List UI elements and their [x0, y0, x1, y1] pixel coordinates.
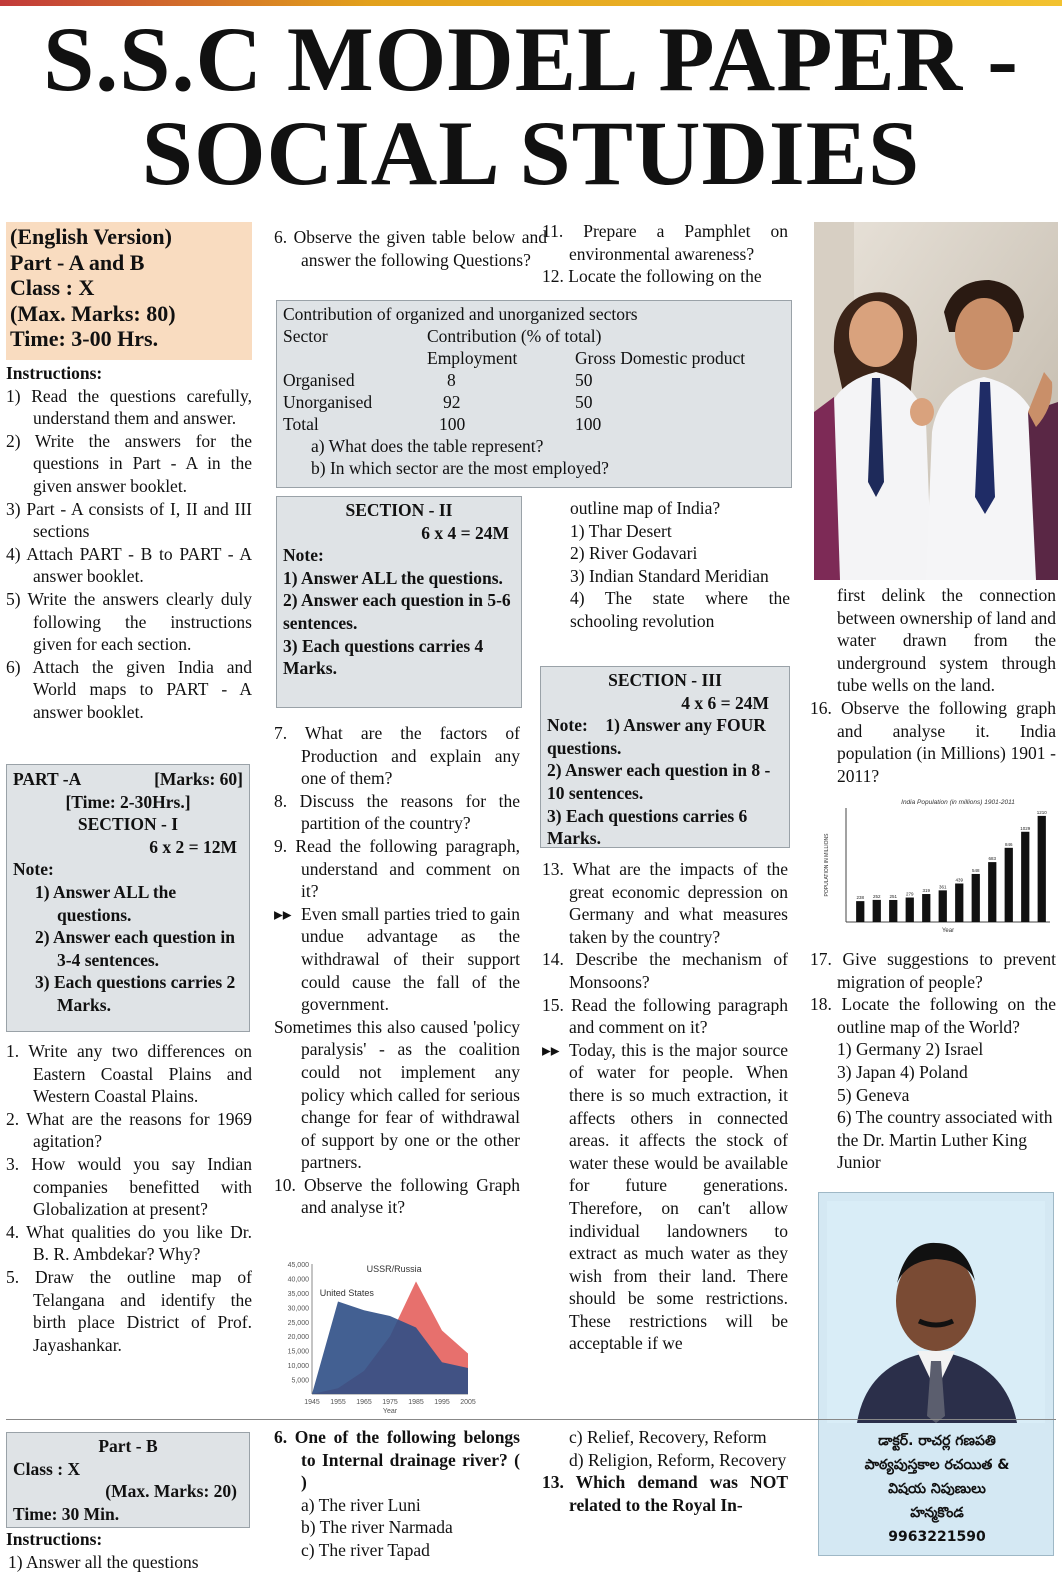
section1-scheme: 6 x 2 = 12M	[149, 836, 237, 857]
instruction-item: 4) Attach PART - B to PART - A answer booklet.	[6, 543, 252, 587]
author-role: పాఠ్యపుస్తకాల రచయిత &	[864, 1457, 1010, 1473]
table-cell: Total	[283, 414, 319, 434]
q18-items	[810, 1038, 1056, 1174]
author-phone: 9963221590	[888, 1529, 986, 1545]
note-item: 2) Answer each question in 5-6 sentences.	[283, 590, 511, 633]
question-18: 18. Locate the following on the outline map of the World?	[810, 994, 1056, 1037]
y-tick-label: 15,000	[287, 1348, 309, 1356]
part-a-label: PART -A	[13, 769, 82, 789]
bar	[972, 874, 980, 922]
part-b-time: Time: 30 Min.	[13, 1503, 120, 1524]
part-b-label: Part - B	[98, 1436, 158, 1456]
note-item: 1) Answer ALL the questions.	[283, 567, 503, 588]
part-a-marks: [Marks: 60]	[154, 769, 243, 789]
data-label: 846	[1004, 841, 1013, 847]
data-label: 1210	[1036, 809, 1047, 815]
y-tick-label: 5,000	[291, 1377, 309, 1385]
x-axis-label: Year	[941, 928, 955, 934]
x-tick-label: 1995	[434, 1399, 450, 1406]
data-label: 252	[872, 893, 881, 899]
bar	[939, 890, 947, 922]
question-15: 15. Read the following paragraph and comment on it?	[542, 994, 788, 1038]
data-label: 548	[971, 867, 980, 873]
question-7: 7. What are the factors of Production and explain any one of them?	[274, 723, 520, 789]
table-header-sector: Sector	[283, 326, 328, 346]
question-12: 12. Locate the following on the	[542, 266, 762, 287]
x-tick-label: 1965	[356, 1399, 372, 1406]
option: c) Relief, Recovery, Reform	[569, 1427, 767, 1447]
question-9-paragraph-cont: Sometimes this also caused 'policy paralysis' - as the coalition could not implement any policy which called for serious change for fear of withdrawal of support by one or the other partners.	[274, 1016, 520, 1173]
section3-title: SECTION - III	[608, 670, 722, 690]
paragraph-text: Even small parties tried to gain undue advantage as the withdrawal of their support could cause the fall of the government.	[301, 903, 520, 1015]
table-cell: 50	[575, 370, 593, 390]
data-label: 251	[889, 893, 898, 899]
section1-notes	[13, 881, 243, 1017]
part-b-marks: (Max. Marks: 20)	[105, 1481, 237, 1502]
part-b-column3	[542, 1426, 788, 1516]
q12-intro: outline map of India?	[570, 498, 721, 518]
question-15-paragraph	[542, 1039, 788, 1355]
part-a-box	[6, 764, 250, 1032]
x-axis-label: Year	[382, 1408, 398, 1415]
table-cell: 92	[443, 392, 461, 412]
y-axis-label: POPULATION IN MILLIONS	[824, 833, 830, 897]
chart-title: India Population (in millions) 1901-2011	[901, 799, 1015, 806]
bar	[1038, 816, 1046, 922]
instructions-heading: Instructions:	[6, 1529, 103, 1549]
data-label: 279	[905, 891, 914, 897]
map-item: 3) Indian Standard Meridian	[570, 565, 769, 586]
table-row	[283, 369, 785, 391]
question-14: 14. Describe the mechanism of Monsoons?	[542, 949, 788, 992]
q15-paragraph-cont: first delink the connection between ownership of land and water drawn from the underground system through tube wells on the land.	[837, 585, 1056, 696]
y-tick-label: 20,000	[287, 1334, 309, 1342]
section3-questions	[542, 858, 788, 1355]
y-tick-label: 30,000	[287, 1305, 309, 1313]
bar	[873, 900, 881, 922]
author-details	[819, 1429, 1055, 1549]
table-cell: 50	[575, 392, 593, 412]
sector-table-box	[276, 300, 792, 488]
question-6: 6. Observe the given table below and answer the following Questions?	[274, 227, 547, 270]
section3-box	[540, 666, 790, 848]
questions-11-12	[542, 220, 788, 288]
section3-note-line	[547, 714, 783, 759]
table-row	[283, 413, 785, 435]
question-9: 9. Read the following paragraph, understand and comment on it?	[274, 835, 520, 902]
table-cell: 8	[447, 370, 456, 390]
header-line: Class : X	[10, 275, 95, 300]
instruction-item: 3) Part - A consists of I, II and III sections	[6, 498, 252, 542]
option: d) Religion, Reform, Recovery	[569, 1449, 787, 1470]
question-9-paragraph	[274, 903, 520, 1016]
part-b-question-6	[274, 1426, 520, 1562]
section1-title: SECTION - I	[77, 814, 179, 835]
note-label: Note:	[283, 545, 324, 566]
question-13: 13. What are the impacts of the great economic depression on Germany and what measures taken by the country?	[542, 859, 788, 947]
bar	[1005, 848, 1013, 922]
part-b-box	[6, 1432, 250, 1528]
page-title: S.S.C MODEL PAPER - SOCIAL STUDIES	[43, 8, 1019, 204]
series-label: United States	[319, 1287, 374, 1298]
question: 6. One of the following belongs to Internal drainage river? ( )	[274, 1427, 520, 1493]
section2-box	[276, 496, 522, 708]
x-tick-label: 1985	[408, 1399, 424, 1406]
arrow-bullet-icon: ▸▸	[542, 1039, 560, 1060]
y-tick-label: 45,000	[287, 1262, 309, 1269]
population-bar-chart	[818, 796, 1056, 934]
map-item: 1) Germany 2) Israel	[837, 1039, 984, 1060]
map-item: 5) Geneva	[837, 1084, 910, 1105]
note-item: 1) Answer ALL the questions.	[35, 881, 177, 925]
table-question-a: a) What does the table represent?	[311, 436, 544, 456]
note-label: Note:	[547, 715, 588, 736]
instruction-item: 1) Answer all the questions	[8, 1551, 199, 1572]
author-place: హన్మకొండ	[910, 1505, 964, 1521]
instructions-heading: Instructions:	[6, 363, 103, 383]
option: a) The river Luni	[301, 1494, 421, 1515]
bar	[889, 900, 897, 922]
area-chart	[276, 1254, 476, 1416]
note-label: Note:	[13, 859, 54, 880]
table-cell: 100	[575, 414, 602, 434]
table-cell: Unorganised	[283, 392, 373, 412]
data-label: 683	[988, 856, 997, 862]
map-item: 4) The state where the schooling revolution	[570, 588, 790, 631]
header-line: Part - A and B	[10, 249, 145, 275]
column4-text	[810, 584, 1056, 787]
table-row	[283, 391, 785, 413]
data-label: 439	[955, 877, 964, 883]
header-line: (Max. Marks: 80)	[10, 300, 176, 326]
bar	[955, 884, 963, 922]
note-item: 2) Answer each question in 3-4 sentences.	[35, 927, 235, 970]
question: 5. Draw the outline map of Telangana and identify the birth place District of Prof. Jayashankar.	[6, 1266, 252, 1355]
sector-table	[283, 325, 785, 435]
section2-title: SECTION - II	[345, 500, 453, 520]
map-item: 2) River Godavari	[570, 543, 698, 564]
x-tick-label: 1975	[382, 1399, 398, 1406]
question-16: 16. Observe the following graph and analyse it. India population (in Millions) 1901 - 2011?	[810, 697, 1056, 786]
question: 1. Write any two differences on Eastern Coastal Plains and Western Coastal Plains.	[6, 1041, 252, 1107]
x-tick-label: 1955	[330, 1399, 346, 1406]
part-b-class: Class : X	[13, 1458, 81, 1479]
instructions	[6, 362, 252, 724]
instruction-item: 1) Read the questions carefully, understand them and answer.	[6, 385, 252, 429]
author-role: విషయ నిపుణులు	[888, 1481, 986, 1497]
option: b) The river Narmada	[301, 1517, 453, 1538]
q12-continued	[570, 497, 790, 633]
header-line: Time: 3-00 Hrs.	[10, 326, 159, 351]
column4-lower	[810, 948, 1056, 1174]
note-item: 2) Answer each question in 8 - 10 sentences.	[547, 760, 771, 803]
author-photo	[827, 1201, 1045, 1423]
section1-questions	[6, 1040, 252, 1356]
map-item: 6) The country associated with the Dr. Martin Luther King Junior	[837, 1107, 1053, 1173]
question: 3. How would you say Indian companies benefitted with Globalization at present?	[6, 1153, 252, 1220]
y-tick-label: 35,000	[287, 1290, 309, 1298]
y-tick-label: 40,000	[287, 1276, 309, 1284]
table-cell: Organised	[283, 370, 355, 390]
question-11: 11. Prepare a Pamphlet on environmental awareness?	[542, 221, 788, 264]
instruction-item: 6) Attach the given India and World maps to PART - A answer booklet.	[6, 656, 252, 722]
data-label: 319	[922, 888, 931, 894]
table-header-employment: Employment	[427, 348, 518, 368]
y-tick-label: 25,000	[287, 1319, 309, 1327]
section2-scheme: 6 x 4 = 24M	[421, 522, 509, 543]
note-item: 3) Each questions carries 4 Marks.	[283, 635, 484, 679]
question: 4. What qualities do you like Dr. B. R. Ambdekar? Why?	[6, 1221, 252, 1265]
question-8: 8. Discuss the reasons for the partition of the country?	[274, 790, 520, 834]
data-label: 361	[938, 884, 947, 890]
data-label: 1029	[1020, 825, 1031, 831]
paper-header-box	[6, 222, 252, 360]
instruction-item: 5) Write the answers clearly duly following the instructions given for each section.	[6, 588, 252, 655]
bar	[988, 862, 996, 922]
map-item: 1) Thar Desert	[570, 520, 672, 541]
note-item: 1) Answer any FOUR questions.	[547, 715, 766, 758]
table-caption: Contribution of organized and unorganized sectors	[283, 304, 638, 324]
table-question-b: b) In which sector are the most employed?	[311, 458, 609, 478]
question: 2. What are the reasons for 1969 agitation?	[6, 1108, 252, 1152]
bar	[856, 901, 864, 922]
note-item: 3) Each questions carries 6 Marks.	[547, 805, 748, 849]
instruction-item: 2) Write the answers for the questions in Part - A in the given answer booklet.	[6, 430, 252, 496]
data-label: 238	[856, 895, 865, 901]
table-cell: 100	[439, 414, 466, 434]
paragraph-text: Today, this is the major source of water for people. When there is so much extraction, it affects others in connected areas. it affects the stock of water these would be available for future generations. Therefore, on can't allow individual landowners to extract as much water as they wish from their land. There should be some restrictions. These restrictions will be acceptable if we	[569, 1039, 788, 1354]
x-tick-label: 2005	[460, 1399, 476, 1406]
option: c) The river Tapad	[301, 1539, 430, 1560]
header-line: (English Version)	[10, 224, 172, 249]
bar	[1021, 832, 1029, 922]
students-photo	[814, 222, 1058, 580]
part-a-time: [Time: 2-30Hrs.]	[65, 791, 191, 812]
note-item: 3) Each questions carries 2 Marks.	[35, 972, 236, 1015]
y-tick-label: 10,000	[287, 1363, 309, 1371]
map-item: 3) Japan 4) Poland	[837, 1061, 968, 1082]
question-17: 17. Give suggestions to prevent migration of people?	[810, 949, 1056, 992]
part-b-instructions	[6, 1528, 252, 1573]
section2-questions	[274, 722, 520, 1219]
top-color-bar	[0, 0, 1062, 6]
bar	[906, 898, 914, 922]
table-header-contribution: Contribution (% of total)	[427, 326, 602, 346]
bar	[922, 894, 930, 922]
author-name: డాక్టర్. రాచర్ల గణపతి	[878, 1433, 996, 1449]
chart-title: USSR/Russia	[366, 1264, 422, 1274]
question-10: 10. Observe the following Graph and analyse it?	[274, 1174, 520, 1218]
arrow-bullet-icon: ▸▸	[274, 903, 292, 924]
question-13: 13. Which demand was NOT related to the Royal In-	[542, 1472, 788, 1515]
section3-scheme: 4 x 6 = 24M	[681, 692, 769, 713]
table-header-gdp: Gross Domestic product	[575, 348, 746, 368]
part-a-header	[13, 768, 243, 791]
x-tick-label: 1945	[304, 1399, 320, 1406]
author-card	[818, 1192, 1054, 1556]
section-divider	[6, 1419, 1056, 1420]
